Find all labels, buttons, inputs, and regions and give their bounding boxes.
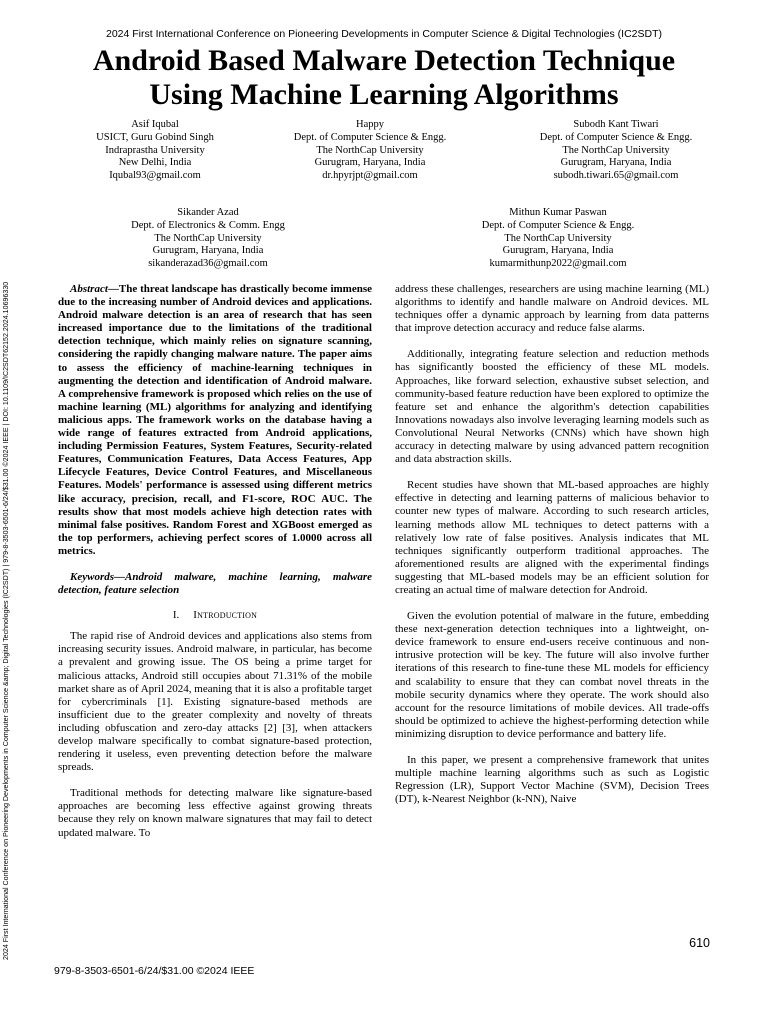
side-doi-text: 2024 First International Conference on Pioneering Developments in Computer Science &amp; Digital Technologies (IC2SDT) | 979-8-3503-6501-6/24/$31.00 ©2024 IEEE | DOI: 10.1109/IC2SDT62152.2024.10696330 bbox=[2, 281, 10, 960]
page-number: 610 bbox=[689, 936, 710, 950]
author-block-5 bbox=[458, 207, 658, 271]
author-location: Gurugram, Haryana, India bbox=[560, 157, 672, 169]
right-paragraph-5: In this paper, we present a comprehensive framework that unites multiple machine learning algorithms such as such as Logistic Regression (LR), Support Vector Machine (SVM), Decision Trees (DT), k-Nearest Neighbor (k-NN), Naive bbox=[395, 754, 709, 806]
paper-title bbox=[0, 44, 768, 112]
conference-header: 2024 First International Conference on Pioneering Developments in Computer Science & Digital Technologies (IC2SDT) bbox=[105, 28, 662, 40]
author-location: New Delhi, India bbox=[118, 157, 192, 169]
author-affiliation: The NorthCap University bbox=[504, 232, 612, 244]
right-paragraph-1: address these challenges, researchers are using machine learning (ML) algorithms to identify and handle malware on Android devices. ML techniques offer a dynamic approach by learning from data patterns that improve detection accuracy and reduce false alarms. bbox=[395, 283, 709, 335]
author-name: Subodh Kant Tiwari bbox=[573, 119, 659, 130]
author-block-1 bbox=[55, 119, 255, 183]
author-name: Happy bbox=[356, 119, 384, 130]
keywords-label: Keywords bbox=[70, 570, 114, 583]
right-paragraph-4: Given the evolution potential of malware in the future, embedding these next-generation detection techniques into a lightweight, on-device framework to ensure end-users receive continuous and non-intrusive protection will be key. The future will also involve further iterations of this research to fine-tune these ML models for efficiency and scalability to ensure that they can combat novel threats in the mobile security dynamics where they operate. The work should also account for the resource limitations of mobile devices. All trade-offs should be optimized to achieve the highest-performing detection while minimizing disruption to device performance and battery life. bbox=[395, 610, 709, 740]
keywords bbox=[58, 571, 372, 597]
section-title: Introduction bbox=[193, 609, 258, 622]
right-paragraph-2: Additionally, integrating feature selection and reduction methods has significantly boosted the efficiency of these ML models. Approaches, like forward selection, exhaustive subset selection, and community-based feature reduction have been explored to optimize the feature set and enhance the algorithm's detection capabilities Innovations nowadays also involve leveraging learning models such as Convolutional Neural Networks (CNNs) which have shown high accuracy in detecting malware by using advanced pattern recognition and data abstraction skills. bbox=[395, 348, 709, 466]
author-block-3 bbox=[516, 119, 716, 183]
section-number: I. bbox=[172, 609, 180, 622]
left-column bbox=[58, 283, 372, 840]
author-affiliation: Dept. of Electronics & Comm. Engg bbox=[131, 219, 285, 231]
author-affiliation: The NorthCap University bbox=[154, 232, 262, 244]
keywords-text: —Android malware, machine learning, malware detection, feature selection bbox=[58, 570, 372, 597]
title-line-1: Android Based Malware Detection Technique bbox=[92, 44, 676, 77]
author-email: subodh.tiwari.65@gmail.com bbox=[553, 170, 679, 182]
author-block-4 bbox=[108, 207, 308, 271]
author-name: Asif Iqubal bbox=[131, 119, 179, 130]
author-affiliation: Dept. of Computer Science & Engg. bbox=[539, 131, 693, 143]
author-email: kumarmithunp2022@gmail.com bbox=[489, 258, 627, 270]
author-affiliation: The NorthCap University bbox=[316, 144, 424, 156]
right-column bbox=[395, 283, 709, 806]
author-affiliation: USICT, Guru Gobind Singh bbox=[96, 131, 214, 143]
author-affiliation: Indraprastha University bbox=[105, 144, 205, 156]
author-affiliation: The NorthCap University bbox=[562, 144, 670, 156]
author-affiliation: Dept. of Computer Science & Engg. bbox=[293, 131, 447, 143]
author-block-2 bbox=[270, 119, 470, 183]
author-location: Gurugram, Haryana, India bbox=[152, 245, 264, 257]
right-paragraph-3: Recent studies have shown that ML-based approaches are highly effective in detecting and learning patterns of malicious behavior to counter new types of malware. According to such research articles, learning methods allow ML techniques to detect patterns with a relatively low rate of false positives. Analysis indicates that ML techniques significantly outperform traditional approaches. The aforementioned results are aligned with the experimental findings suggesting that ML-based models may be an efficient solution for creating an actual time of malware detection for Android. bbox=[395, 479, 709, 596]
author-location: Gurugram, Haryana, India bbox=[314, 157, 426, 169]
author-affiliation: Dept. of Computer Science & Engg. bbox=[481, 219, 635, 231]
author-email: sikanderazad36@gmail.com bbox=[148, 258, 268, 270]
author-email: dr.hpyrjpt@gmail.com bbox=[322, 170, 418, 182]
author-location: Gurugram, Haryana, India bbox=[502, 245, 614, 257]
abstract-label: Abstract bbox=[70, 283, 108, 295]
abstract-text: —The threat landscape has drastically become immense due to the increasing number of Android devices and applications. Android malware detection is an area of research that has seen increased importance due to the limitations of the traditional detection technique, which mainly relies on signature scanning, considering the rapidly changing malware nature. The paper aims to assess the efficiency of machine-learning techniques in augmenting the detection and identification of Android malware. A comprehensive framework is proposed which relies on the use of machine learning (ML) algorithms for analyzing and identifying malicious apps. The framework works on the database having a wide range of features extracted from Android applications, including Permission Features, System Features, Security-related Features, Communication Features, Data Access Features, App Lifecycle Features, Device Control Features, and Miscellaneous Features. Models' performance is assessed using different metrics like accuracy, precision, recall, and F1-score, ROC AUC. The results show that most models achieve high detection rates with minimal false positives. Random Forest and XGBoost emerged as the top performers, achieving perfect scores of 1.0000 across all metrics. bbox=[58, 283, 372, 557]
section-heading-introduction bbox=[58, 609, 372, 622]
author-email: Iqubal93@gmail.com bbox=[109, 170, 201, 182]
author-name: Sikander Azad bbox=[177, 207, 239, 218]
abstract bbox=[58, 283, 372, 558]
title-line-2: Using Machine Learning Algorithms bbox=[149, 78, 619, 111]
intro-paragraph-2: Traditional methods for detecting malware like signature-based approaches are becoming less effective against growing threats because they rely on known malware signatures that may fail to detect updated malware. To bbox=[58, 787, 372, 839]
intro-paragraph-1: The rapid rise of Android devices and applications also stems from increasing security issues. Android malware, in particular, has become a prevalent and growing issue. The OS being a prime target for malicious attacks, Android still occupies about 71.31% of the mobile market share as of April 2024, meaning that it is also a profitable target for cybercriminals [1]. Existing signature-based methods are insufficient due to the greater complexity and novelty of threats including obfuscation and zero-day attacks [2] [3], when attackers develop malware specifically to combat signature-based protection, rendering it useless, even preventing detection before the malware spreads. bbox=[58, 630, 372, 774]
author-name: Mithun Kumar Paswan bbox=[509, 207, 607, 218]
footer-copyright: 979-8-3503-6501-6/24/$31.00 ©2024 IEEE bbox=[54, 965, 255, 977]
